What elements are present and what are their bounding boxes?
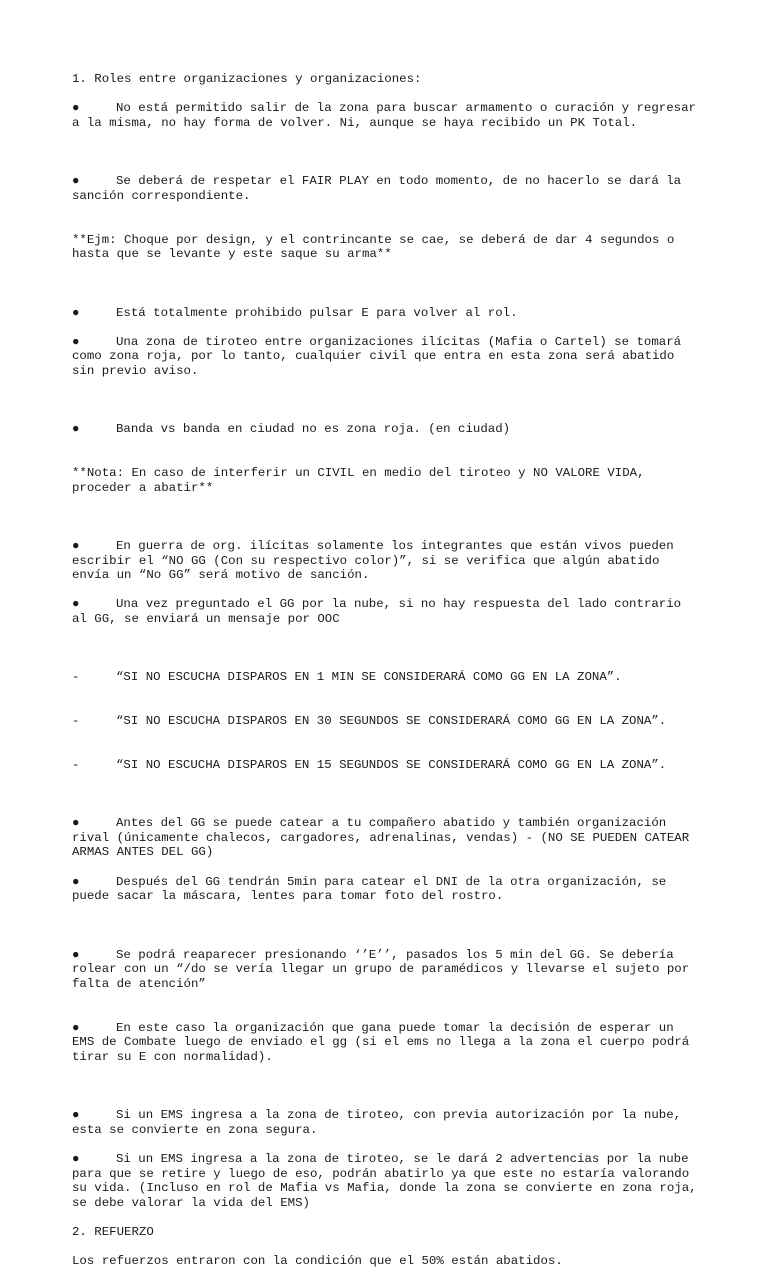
section-2-heading: 2. REFUERZO: [72, 1224, 154, 1239]
dash-icon: -: [72, 670, 80, 685]
rule-bullet-10-11: [72, 918, 698, 1093]
dash-icon: -: [72, 757, 80, 772]
rule-bullet-7: [72, 597, 698, 626]
rule-text: Si un EMS ingresa a la zona de tiroteo, con previa autorización por la nube, esta se convierte en zona segura.: [72, 1108, 689, 1137]
rule-bullet-5: [72, 393, 698, 524]
bullet-icon: ●: [72, 1020, 80, 1035]
ooc-message-list: [72, 641, 698, 802]
ooc-message: “SI NO ESCUCHA DISPAROS EN 1 MIN SE CONSIDERARÁ COMO GG EN LA ZONA”.: [116, 670, 622, 685]
rule-text: No está permitido salir de la zona para buscar armamento o curación y regresar a la misma, no hay forma de volver. Ni, aunque se haya recibido un PK Total.: [72, 101, 704, 130]
bullet-icon: ●: [72, 816, 80, 831]
bullet-icon: ●: [72, 174, 80, 189]
rule-text: Banda vs banda en ciudad no es zona roja. (en ciudad): [116, 422, 511, 437]
rule-bullet-12: [72, 1108, 698, 1137]
rule-text: Se podrá reaparecer presionando ‘’E’’, pasados los 5 min del GG. Se debería rolear con un “/do se vería llegar un grupo de paramédicos y llevarse el sujeto por falta de atención”: [72, 947, 697, 991]
section-2-text: Los refuerzos entraron con la condición que el 50% están abatidos.: [72, 1254, 563, 1269]
rule-text: Una zona de tiroteo entre organizaciones ilícitas (Mafia o Cartel) se tomará como zona roja, por lo tanto, cualquier civil que entra en esta zona será abatido sin previo aviso.: [72, 334, 689, 378]
list-item: [72, 758, 698, 773]
rule-note: **Ejm: Choque por design, y el contrincante se cae, se deberá de dar 4 segundos o hasta que se levante y este saque su arma**: [72, 232, 682, 262]
bullet-icon: ●: [72, 305, 80, 320]
rule-bullet-13: [72, 1151, 705, 1210]
rule-note: **Nota: En caso de interferir un CIVIL en medio del tiroteo y NO VALORE VIDA, proceder a abatir**: [72, 466, 652, 495]
ooc-message: “SI NO ESCUCHA DISPAROS EN 30 SEGUNDOS SE CONSIDERARÁ COMO GG EN LA ZONA”.: [116, 714, 667, 729]
bullet-icon: ●: [72, 597, 80, 612]
bullet-icon: ●: [72, 874, 80, 889]
rule-bullet-10: [72, 948, 698, 992]
bullet-icon: ●: [72, 101, 80, 116]
ooc-message: “SI NO ESCUCHA DISPAROS EN 15 SEGUNDOS SE CONSIDERARÁ COMO GG EN LA ZONA”.: [116, 757, 667, 772]
rule-bullet-1: [72, 101, 704, 130]
list-item: [72, 670, 698, 685]
rule-text: Después del GG tendrán 5min para catear el DNI de la otra organización, se puede sacar la máscara, lentes para tomar foto del rostro.: [72, 874, 674, 904]
bullet-icon: ●: [72, 334, 80, 349]
rule-text: Está totalmente prohibido pulsar E para volver al rol.: [116, 305, 518, 320]
rule-bullet-3: [72, 306, 698, 321]
bullet-icon: ●: [72, 947, 80, 962]
rule-text: En guerra de org. ilícitas solamente los integrantes que están vivos pueden escribir el “NO GG (Con su respectivo color)”, si se verifica que algún abatido envía un “No GG” será motivo de sanción.: [72, 539, 682, 583]
bullet-icon: ●: [72, 539, 80, 553]
rule-text: Antes del GG se puede catear a tu compañero abatido y también organización rival (únicamente chalecos, cargadores, adrenalinas, vendas) - (NO SE PUEDEN CATEAR ARMAS ANTES DEL GG): [72, 816, 697, 860]
rule-bullet-4: [72, 335, 698, 379]
bullet-icon: ●: [72, 1151, 80, 1166]
rule-text: Se deberá de respetar el FAIR PLAY en todo momento, de no hacerlo se dará la sanción correspondiente.: [72, 174, 689, 203]
rule-bullet-9: [72, 875, 698, 904]
rule-text: En este caso la organización que gana puede tomar la decisión de esperar un EMS de Combate luego de enviado el gg (si el ems no llega a la zona el cuerpo podrá tirar su E con normalidad).: [72, 1020, 697, 1064]
document-page: [72, 72, 705, 1283]
rule-bullet-11: [72, 1021, 698, 1065]
bullet-icon: ●: [72, 422, 80, 437]
rule-bullet-6: [72, 539, 698, 583]
section-1-heading: 1. Roles entre organizaciones y organizaciones:: [72, 72, 422, 86]
rule-text: Una vez preguntado el GG por la nube, si no hay respuesta del lado contrario al GG, se enviará un mensaje por OOC: [72, 597, 689, 626]
rule-bullet-8: [72, 816, 698, 860]
dash-icon: -: [72, 714, 80, 729]
list-item: [72, 714, 698, 729]
rule-text: Si un EMS ingresa a la zona de tiroteo, se le dará 2 advertencias por la nube para que se retire y luego de eso, podrán abatirlo ya que este no estaría valorando su vida. (Incluso en rol de Mafia vs Mafia, donde la zona se convierte en zona roja, se debe valorar la vida del EMS): [72, 1151, 705, 1210]
bullet-icon: ●: [72, 1108, 80, 1123]
rule-bullet-2: [72, 145, 698, 291]
